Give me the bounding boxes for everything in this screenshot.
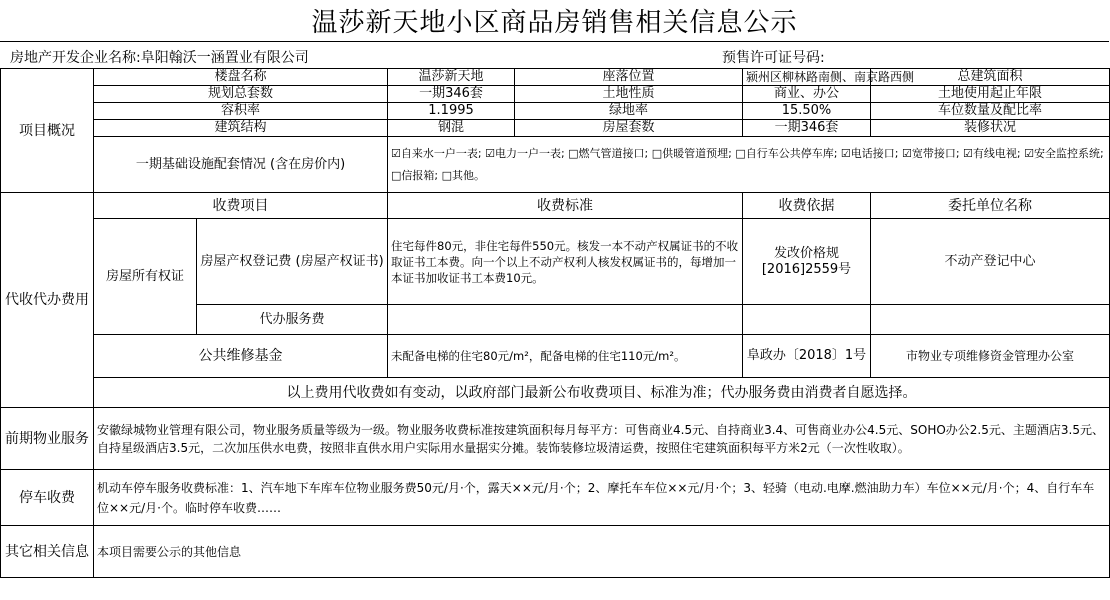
- cell-label: 总建筑面积: [871, 69, 1110, 86]
- developer-label: 房地产开发企业名称:: [10, 50, 141, 66]
- cell-label: 土地使用起止年限: [871, 86, 1110, 103]
- other-info-label: 其它相关信息: [1, 526, 94, 578]
- maintenance-standard: 未配备电梯的住宅80元/m²，配备电梯的住宅110元/m²。: [388, 335, 743, 378]
- maintenance-agency: 市物业专项维修资金管理办公室: [871, 335, 1110, 378]
- cell-value: 一期346套: [743, 120, 871, 137]
- cell-value: 温莎新天地: [388, 69, 515, 86]
- cell-label: 装修状况: [871, 120, 1110, 137]
- cell-label: 建筑结构: [94, 120, 388, 137]
- cell-value: 钢混: [388, 120, 515, 137]
- cell-label: 楼盘名称: [94, 69, 388, 86]
- agency-fee-basis: [743, 305, 871, 335]
- developer-name: 阜阳翰沃一涵置业有限公司: [140, 50, 309, 66]
- fee-header-basis: 收费依据: [743, 193, 871, 219]
- property-service-text: 安徽绿城物业管理有限公司，物业服务质量等级为一级。物业服务收费标准按建筑面积每月每平方：可售商业4.5元、自持商业3.4、可售商业办公4.5元、SOHO办公2.5元、主题酒店3.5元、自持星级酒店3.5元，二次加压供水电费，按照非直供水用户实际用水量据实分摊。装饰装修垃圾清运费，按照住宅建筑面积每平方米2元（一次性收取）。: [94, 408, 1110, 470]
- facilities-label: 一期基础设施配套情况 (含在房价内): [94, 137, 388, 193]
- cell-value: 1.1995: [388, 103, 515, 120]
- info-table: [0, 68, 1110, 578]
- cell-label: 车位数量及配比率: [871, 103, 1110, 120]
- reg-fee-item: 房屋产权登记费 (房屋产权证书): [197, 219, 388, 305]
- cell-label: 规划总套数: [94, 86, 388, 103]
- developer-info: [10, 47, 309, 67]
- other-info-text: 本项目需要公示的其他信息: [94, 526, 1110, 578]
- fee-header-standard: 收费标准: [388, 193, 743, 219]
- page-title: 温莎新天地小区商品房销售相关信息公示: [311, 7, 798, 38]
- cell-value: 商业、办公: [743, 86, 871, 103]
- cell-label: 房屋套数: [515, 120, 743, 137]
- cell-value: 一期346套: [388, 86, 515, 103]
- cell-label: 容积率: [94, 103, 388, 120]
- parking-text: 机动车停车服务收费标准：1、汽车地下车库车位物业服务费50元/月·个，露天××元/月·个；2、摩托车车位××元/月·个；3、轻骑（电动.电摩.燃油助力车）车位××元/月·个；4、自行车车位××元/月·个。临时停车收费……: [94, 470, 1110, 526]
- overview-section-label: 项目概况: [1, 69, 94, 193]
- permit-label: 预售许可证号码:: [722, 50, 825, 66]
- fee-header-agency: 委托单位名称: [871, 193, 1110, 219]
- facilities-text: ☑自来水一户一表; ☑电力一户一表; □燃气管道接口; □供暖管道预埋; □自行车公共停车库; ☑电话接口; ☑宽带接口; ☑有线电视; ☑安全监控系统; □信报箱; □其他。: [388, 137, 1110, 193]
- cell-label: 土地性质: [515, 86, 743, 103]
- cell-label: 座落位置: [515, 69, 743, 86]
- property-rights-cert: 房屋所有权证: [94, 219, 197, 335]
- agency-fee-item: 代办服务费: [197, 305, 388, 335]
- agency-fee-agency: [871, 305, 1110, 335]
- developer-row: [0, 41, 1109, 69]
- parking-label: 停车收费: [1, 470, 94, 526]
- fee-header-item: 收费项目: [94, 193, 388, 219]
- reg-fee-basis: 发改价格规 [2016]2559号: [743, 219, 871, 305]
- fees-note: 以上费用代收费如有变动，以政府部门最新公布收费项目、标准为准；代办服务费由消费者自愿选择。: [94, 378, 1110, 408]
- cell-label: 绿地率: [515, 103, 743, 120]
- maintenance-fund-item: 公共维修基金: [94, 335, 388, 378]
- reg-fee-agency: 不动产登记中心: [871, 219, 1110, 305]
- cell-value: 颍州区柳林路南侧、南京路西侧: [743, 69, 871, 86]
- cell-value: 15.50%: [743, 103, 871, 120]
- maintenance-basis: 阜政办〔2018〕1号: [743, 335, 871, 378]
- reg-fee-standard: 住宅每件80元，非住宅每件550元。核发一本不动产权属证书的不收取证书工本费。向一个以上不动产权利人核发权属证书的，每增加一本证书加收证书工本费10元。: [388, 219, 743, 305]
- agency-fee-standard: [388, 305, 743, 335]
- fees-section-label: 代收代办费用: [1, 193, 94, 408]
- property-service-label: 前期物业服务: [1, 408, 94, 470]
